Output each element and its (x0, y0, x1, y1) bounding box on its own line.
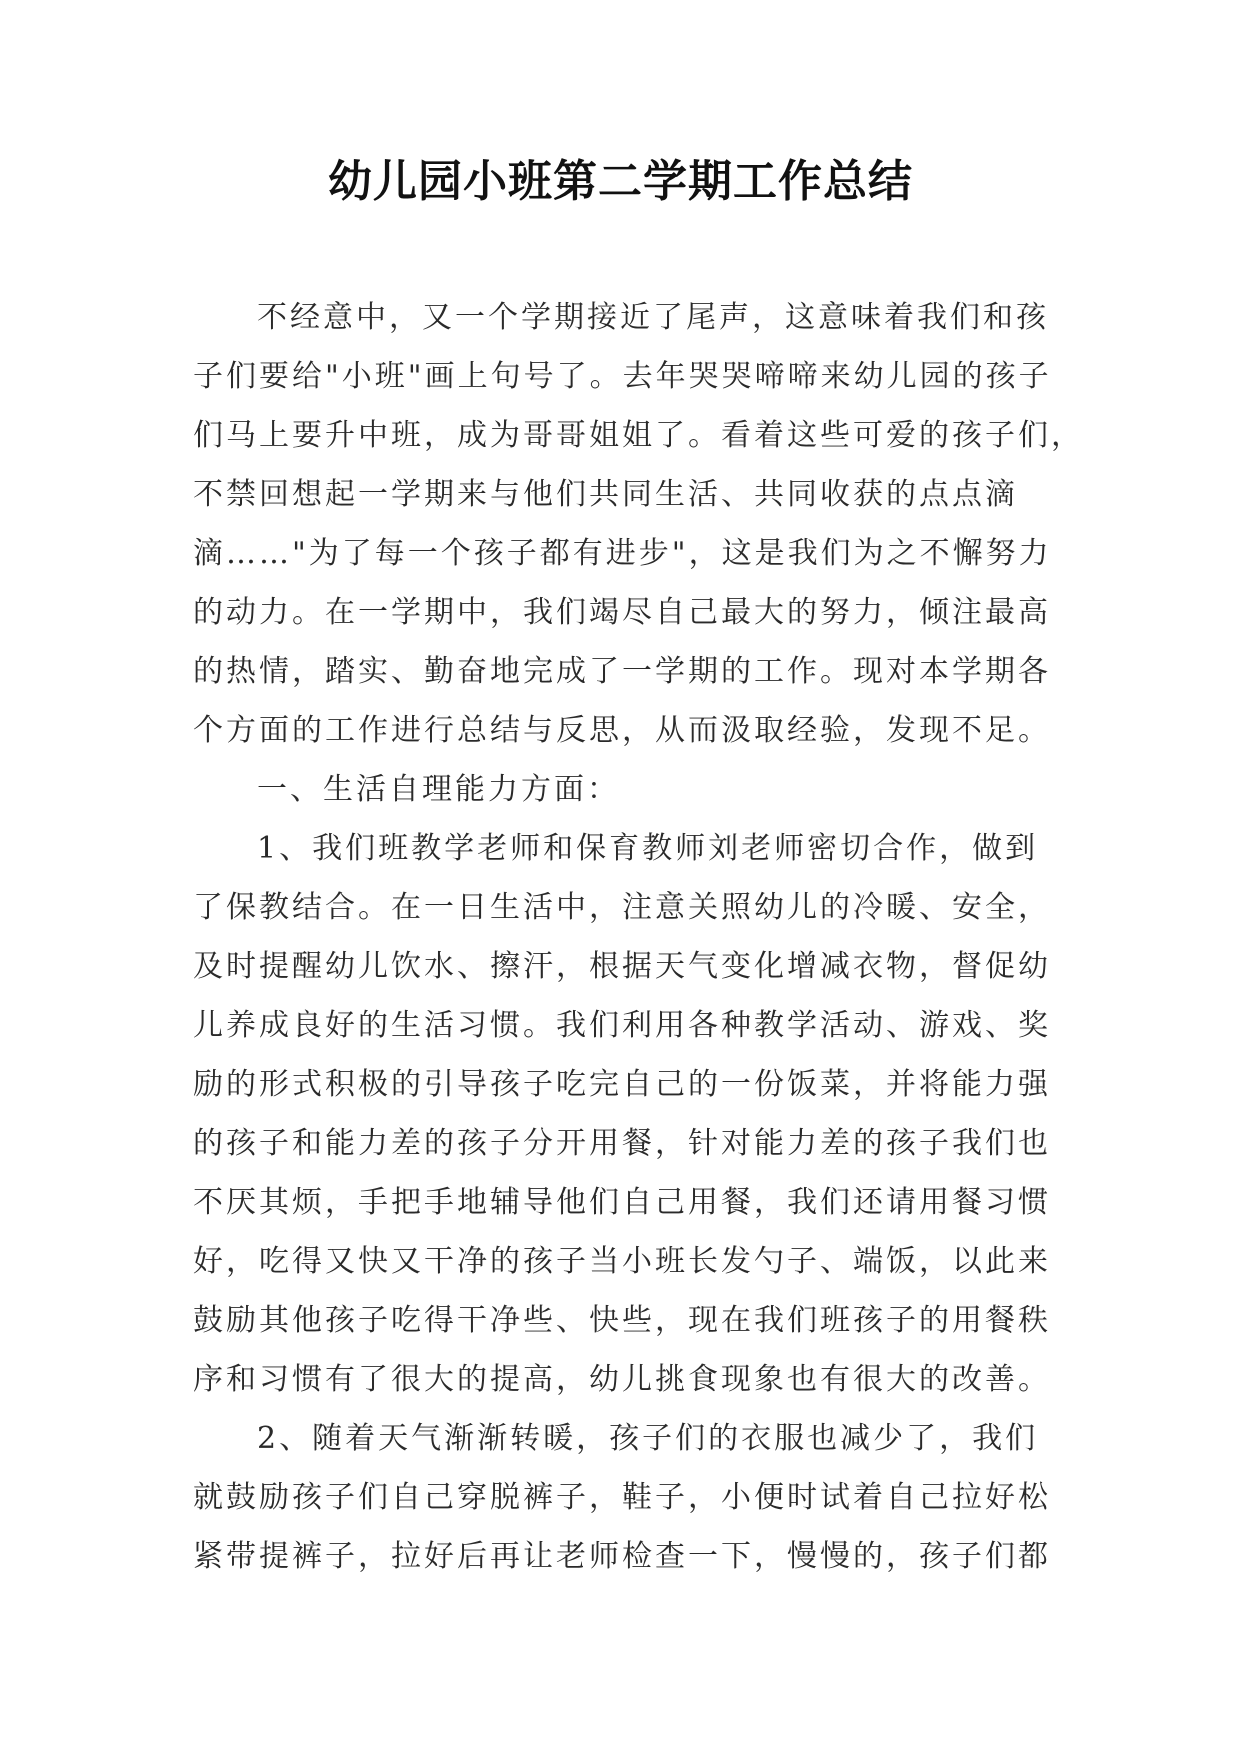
text-line: 鼓励其他孩子吃得干净些、快些，现在我们班孩子的用餐秩 (193, 1303, 1051, 1338)
text-line: 紧带提裤子，拉好后再让老师检查一下，慢慢的，孩子们都 (193, 1539, 1051, 1574)
paragraph-item-1 (193, 819, 1063, 1409)
text-line: 子们要给"小班"画上句号了。去年哭哭啼啼来幼儿园的孩子 (193, 359, 1052, 394)
text-line: 的动力。在一学期中，我们竭尽自己最大的努力，倾注最高 (193, 595, 1051, 630)
text-line: 1、我们班教学老师和保育教师刘老师密切合作，做到 (257, 831, 1039, 866)
text-line: 不经意中，又一个学期接近了尾声，这意味着我们和孩 (257, 300, 1049, 335)
text-line: 的孩子和能力差的孩子分开用餐，针对能力差的孩子我们也 (193, 1126, 1051, 1161)
document-body (193, 288, 1084, 1586)
text-line: 就鼓励孩子们自己穿脱裤子，鞋子，小便时试着自己拉好松 (193, 1480, 1051, 1515)
text-line: 好，吃得又快又干净的孩子当小班长发勺子、端饭，以此来 (193, 1244, 1051, 1279)
text-line: 不禁回想起一学期来与他们共同生活、共同收获的点点滴 (193, 477, 1018, 512)
text-line: 滴……"为了每一个孩子都有进步"，这是我们为之不懈努力 (193, 536, 1052, 571)
paragraph-intro (193, 288, 1084, 760)
text-line: 不厌其烦，手把手地辅导他们自己用餐，我们还请用餐习惯 (193, 1185, 1051, 1220)
text-line: 励的形式积极的引导孩子吃完自己的一份饭菜，并将能力强 (193, 1067, 1051, 1102)
text-line: 2、随着天气渐渐转暖，孩子们的衣服也减少了，我们 (257, 1421, 1039, 1456)
text-line: 的热情，踏实、勤奋地完成了一学期的工作。现对本学期各 (193, 654, 1051, 689)
text-line: 个方面的工作进行总结与反思，从而汲取经验，发现不足。 (193, 713, 1051, 748)
text-line: 及时提醒幼儿饮水、擦汗，根据天气变化增减衣物，督促幼 (193, 949, 1051, 984)
text-line: 们马上要升中班，成为哥哥姐姐了。看着这些可爱的孩子们， (193, 418, 1084, 453)
text-line: 了保教结合。在一日生活中，注意关照幼儿的冷暖、安全， (193, 890, 1051, 925)
paragraph-item-2 (193, 1409, 1063, 1586)
document-title: 幼儿园小班第二学期工作总结 (328, 156, 913, 207)
section-heading: 一、生活自理能力方面： (257, 772, 620, 807)
section-heading-1 (193, 760, 1063, 819)
text-line: 儿养成良好的生活习惯。我们利用各种教学活动、游戏、奖 (193, 1008, 1051, 1043)
text-line: 序和习惯有了很大的提高，幼儿挑食现象也有很大的改善。 (193, 1362, 1051, 1397)
